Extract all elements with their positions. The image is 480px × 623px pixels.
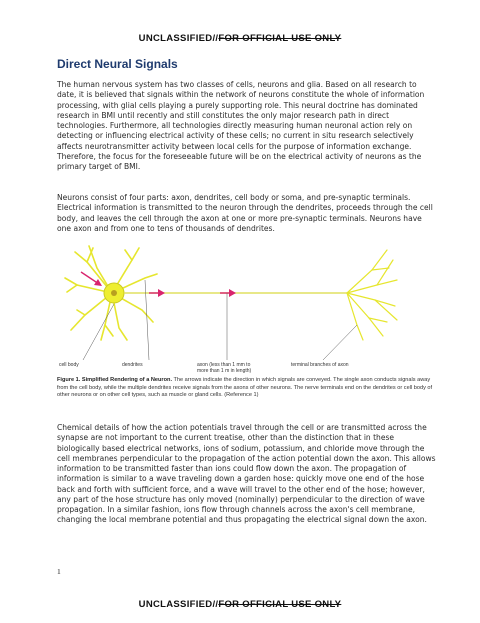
paragraph-action-potentials: Chemical details of how the action potentials travel through the cell or are transmitted across the synapse are not important to the current treatise, other than the distinction that in these biologically based electrical networks, ions of sodium, potassium, and chloride move through the cell membranes perpendicular to the propagation of the action potential down the axon. This allows information to be transmitted faster than ions could flow down the axon. The propagation of information is similar to a wave traveling down a garden hose: quickly move one end of the hose back and forth with sufficient force, and a wave will travel to the other end of the hose; however, any part of the hose structure has only moved (nominally) perpendicular to the direction of wave propagation. In a similar fashion, ions flow through channels across the axon's cell membrane, changing the local membrane potential and thus propagating the electrical signal down the axon. xyxy=(57,423,436,525)
classification-banner-top xyxy=(0,33,480,44)
banner-prefix: UNCLASSIFIED// xyxy=(138,599,219,610)
figure-caption-title: Figure 1. Simplified Rendering of a Neuron. xyxy=(57,377,172,383)
neuron-figure xyxy=(57,240,437,380)
terminal-branches-drawing xyxy=(347,250,397,340)
label-axon-line2: more than 1 m in length) xyxy=(197,368,252,374)
nucleus-shape xyxy=(111,290,117,296)
label-dendrites: dendrites xyxy=(122,362,143,368)
label-terminal-branches: terminal branches of axon xyxy=(291,362,349,368)
banner-struck-text: FOR OFFICIAL USE ONLY xyxy=(218,599,342,610)
classification-banner-bottom xyxy=(0,599,480,610)
label-axon-line1: axon (less than 1 mm to xyxy=(197,362,251,368)
figure-caption-text: The arrows indicate the direction in which signals are conveyed. The single axon conducts signals away from the cell body, while the multiple dendrites receive signals from the axons of other neurons. The nerve terminals end on the dendrites or cell body of other neurons or on other cell types, such as muscle or gland cells. (Reference 1) xyxy=(57,377,433,399)
section-title: Direct Neural Signals xyxy=(57,57,178,71)
neuron-illustration xyxy=(57,240,437,380)
label-cell-body: cell body xyxy=(59,362,79,368)
paragraph-neuron-parts: Neurons consist of four parts: axon, dendrites, cell body or soma, and pre-synaptic terminals. Electrical information is transmitted to the neuron through the dendrites, proceeds through the cell body, and leaves the cell through the axon at one or more pre-synaptic terminals. Neurons have one axon and from one to tens of thousands of dendrites. xyxy=(57,193,433,233)
banner-prefix: UNCLASSIFIED// xyxy=(138,33,219,44)
figure-caption xyxy=(57,377,435,400)
page-number: 1 xyxy=(57,567,61,576)
paragraph-neural-doctrine: The human nervous system has two classes of cells, neurons and glia. Based on all research to date, it is believed that signals within the network of neurons constitute the whole of information processing, with glial cells playing a purely supporting role. This neural doctrine has dominated research in BMI until recently and still constitutes the only major research path in direct technologies. Furthermore, all technologies directly measuring human neuronal action rely on detecting or influencing electrical activity of these cells; no current in situ research selectively affects neurotransmitter activity between local cells for the purpose of information exchange. Therefore, the focus for the foreseeable future will be on the electrical activity of neurons as the primary target of BMI. xyxy=(57,80,425,171)
banner-struck-text: FOR OFFICIAL USE ONLY xyxy=(218,33,342,44)
